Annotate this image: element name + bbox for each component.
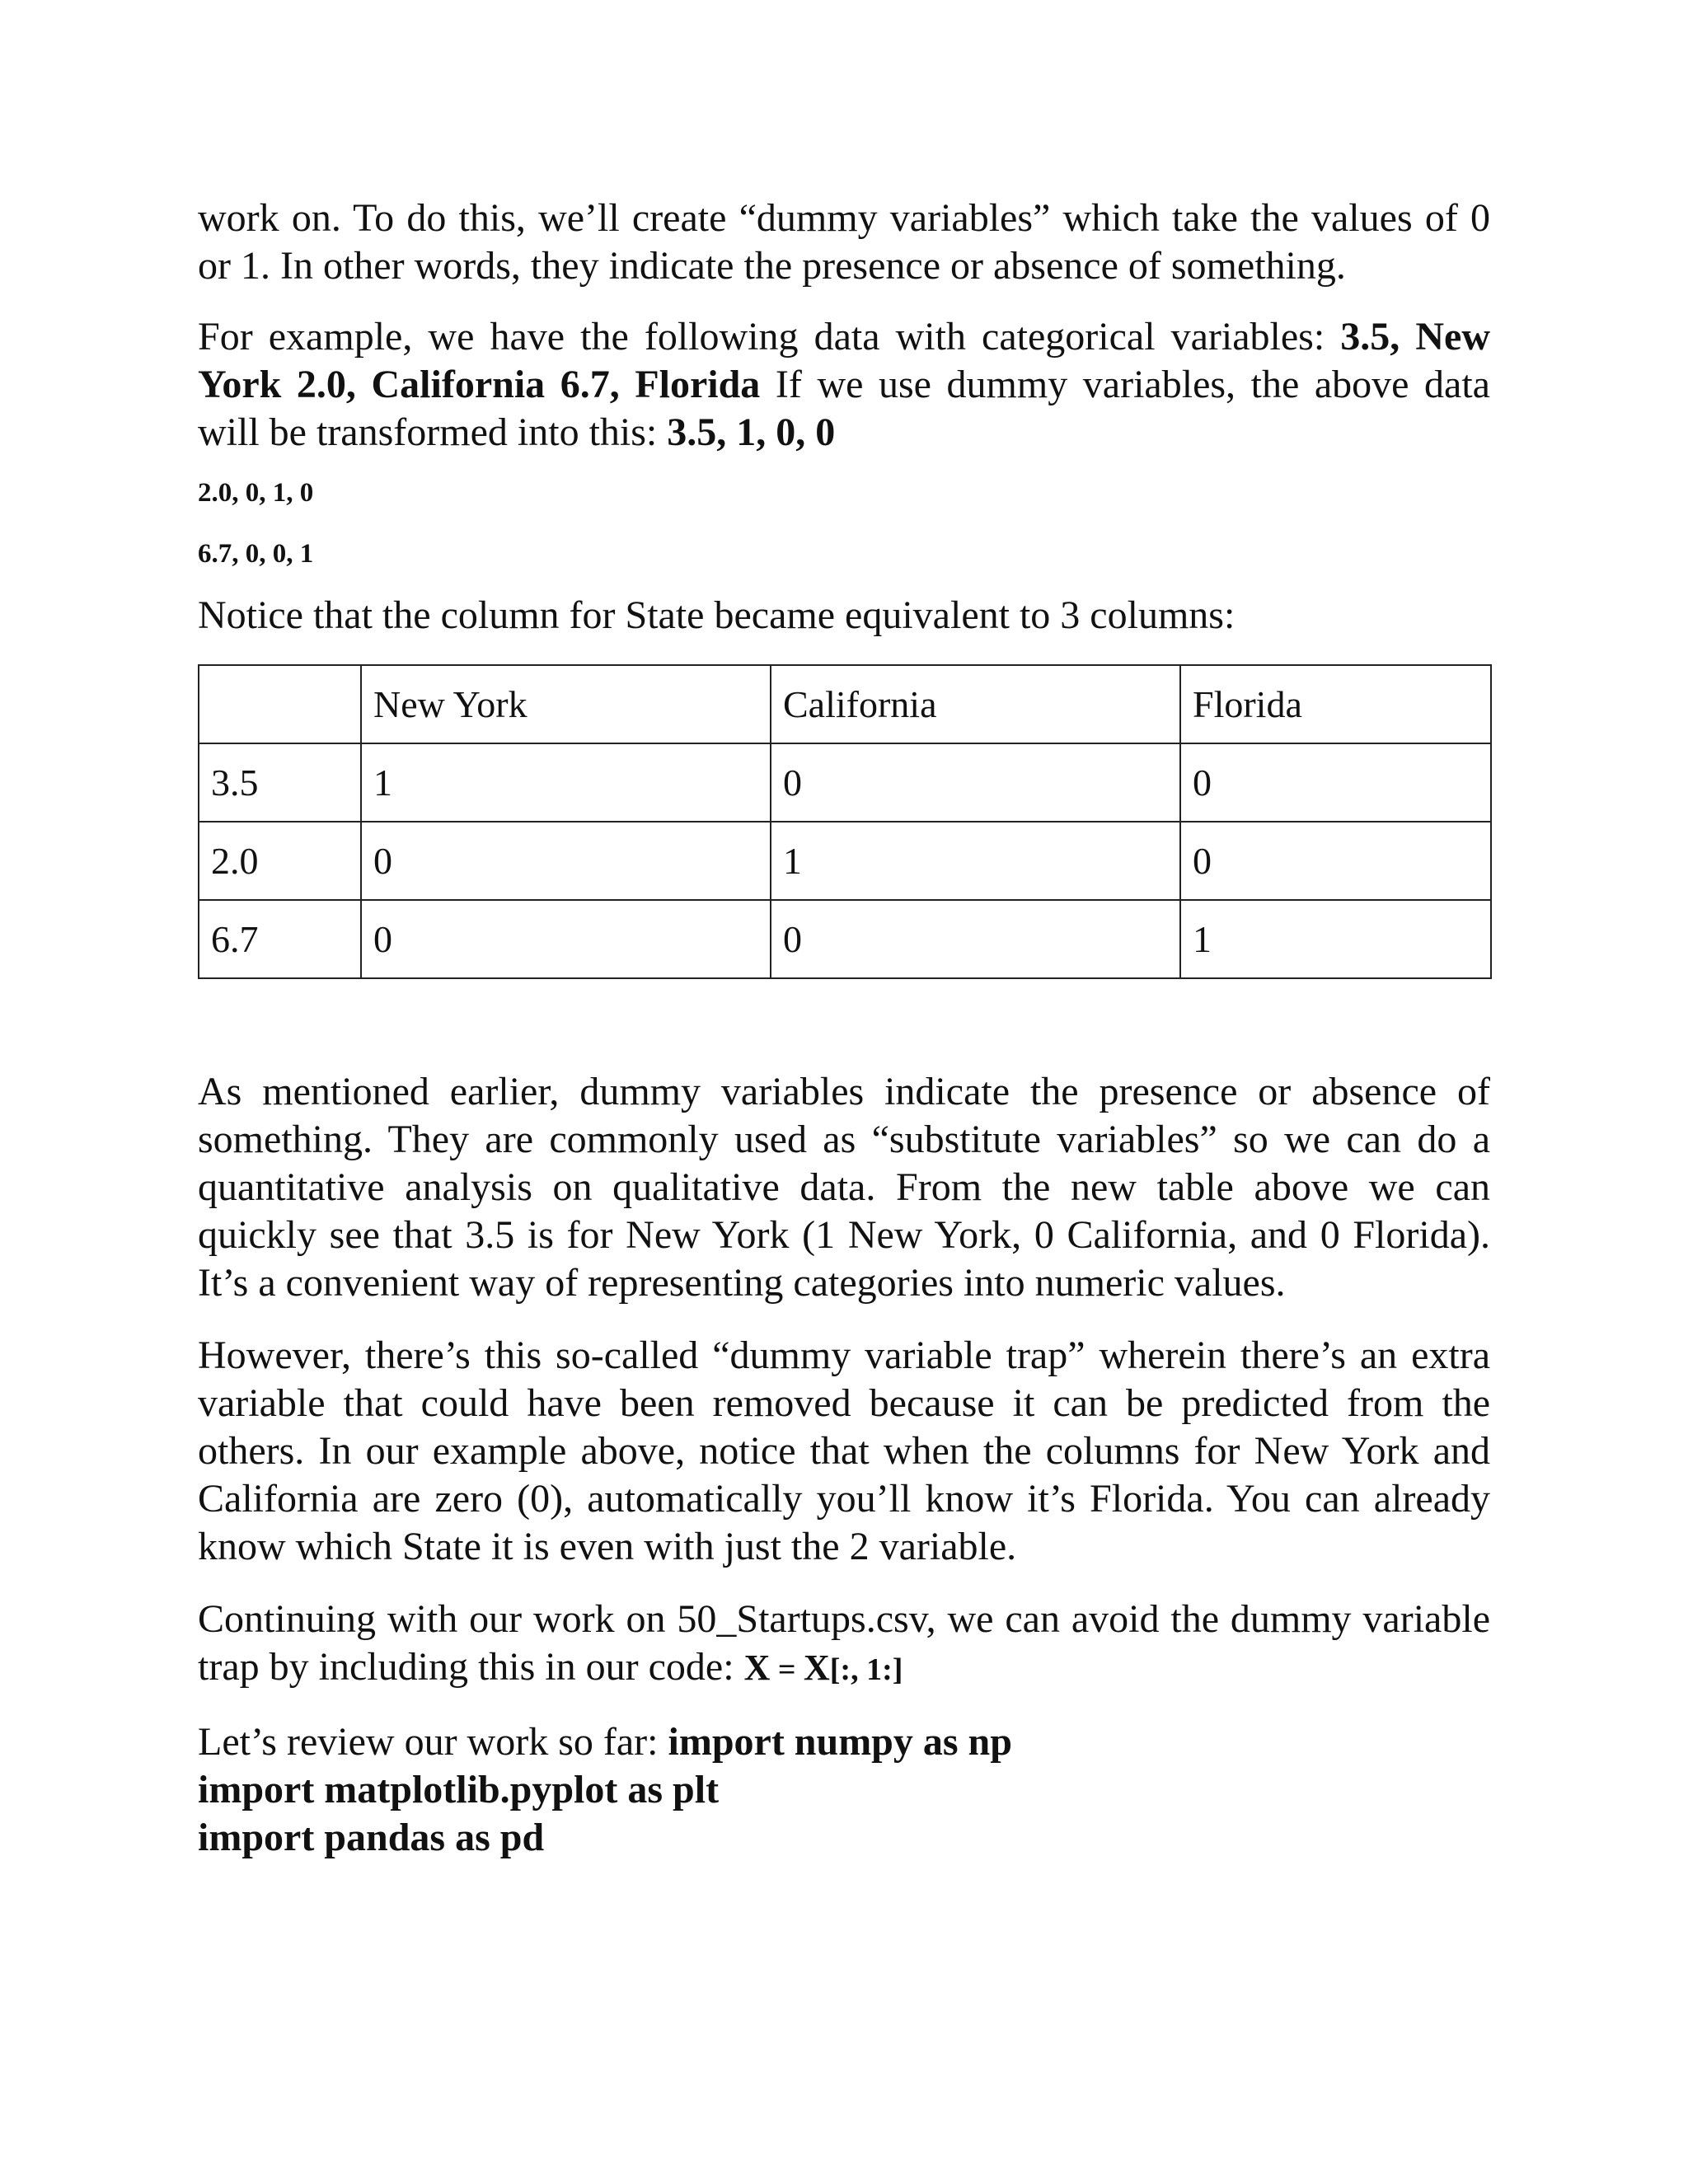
example-data-bold: 3.5, New York 2.0, California 6.7, Florida (198, 315, 1490, 406)
code-assign: = (770, 1652, 804, 1687)
paragraph-avoid-trap (198, 1596, 1490, 1694)
example-row2: 2.0, 0, 1, 0 (198, 478, 314, 508)
example-intro-text: For example, we have the following data with categorical variables: (198, 315, 1341, 359)
paragraph-example (198, 313, 1490, 457)
example-row3: 6.7, 0, 0, 1 (198, 539, 314, 569)
table-row (199, 900, 1491, 978)
avoid-trap-text: Continuing with our work on 50_Startups.csv, we can avoid the dummy variable trap by including this in our code: (198, 1597, 1490, 1689)
table-cell: 2.0 (199, 822, 361, 900)
table-header-cell (199, 665, 361, 743)
table-cell: 0 (1180, 822, 1491, 900)
table-cell: 3.5 (199, 743, 361, 822)
document-page (198, 194, 1490, 1862)
table-cell: 0 (1180, 743, 1491, 822)
table-cell: 1 (361, 743, 771, 822)
table-header-cell: California (771, 665, 1180, 743)
table-cell: 1 (1180, 900, 1491, 978)
table-cell: 0 (771, 900, 1180, 978)
table-cell: 6.7 (199, 900, 361, 978)
table-header-cell: New York (361, 665, 771, 743)
code-slice: [:, 1:] (829, 1652, 903, 1687)
paragraph-dummy-trap: However, there’s this so-called “dummy variable trap” wherein there’s an extra variable that could have been removed because it can be predicted from the others. In our example above, notice that when the columns for New York and California are zero (0), automatically you’ll know it’s Florida. You can already know which State it is even with just the 2 variable. (198, 1333, 1490, 1568)
example-row1-bold: 3.5, 1, 0, 0 (667, 410, 836, 454)
table-row (199, 743, 1491, 822)
table-cell: 0 (361, 822, 771, 900)
table-cell: 1 (771, 822, 1180, 900)
table-cell: 0 (771, 743, 1180, 822)
code-variable-x: X (804, 1647, 830, 1688)
paragraph-review (198, 1718, 1490, 1862)
paragraph-notice: Notice that the column for State became equivalent to 3 columns: (198, 593, 1236, 637)
table-row (199, 822, 1491, 900)
dummy-variables-table (198, 664, 1492, 979)
example-middle-text: If we use dummy variables, the above data will be transformed into this: (198, 363, 1490, 454)
paragraph-dummy-explanation: As mentioned earlier, dummy variables indicate the presence or absence of something. They are commonly used as “substitute variables” so we can do a quantitative analysis on qualitative data. From the new table above we can quickly see that 3.5 is for New York (1 New York, 0 California, and 0 Florida). It’s a convenient way of representing categories into numeric values. (198, 1070, 1490, 1305)
code-line-pandas: import pandas as pd (198, 1816, 545, 1859)
review-text: Let’s review our work so far: (198, 1720, 668, 1764)
code-line-numpy: import numpy as np (668, 1720, 1012, 1764)
table-cell: 0 (361, 900, 771, 978)
code-variable-x: X (743, 1647, 771, 1688)
table-header-row (199, 665, 1491, 743)
table-header-cell: Florida (1180, 665, 1491, 743)
paragraph-dummy-intro: work on. To do this, we’ll create “dummy variables” which take the values of 0 or 1. In other words, they indicate the presence or absence of something. (198, 196, 1490, 288)
code-line-matplotlib: import matplotlib.pyplot as plt (198, 1768, 720, 1811)
